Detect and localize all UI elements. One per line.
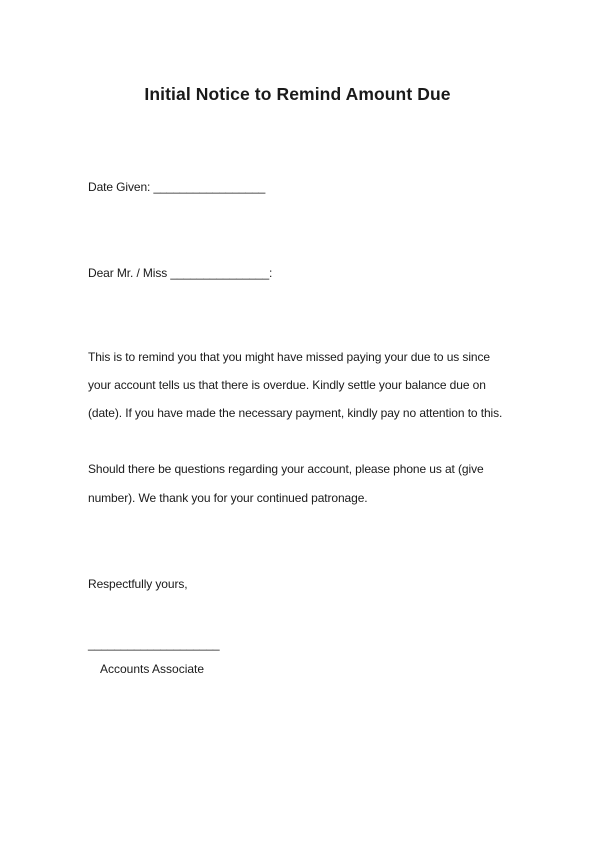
paragraph-1-line-2: your account tells us that there is overdue. Kindly settle your balance due on bbox=[88, 378, 486, 392]
signature-line: ____________________ bbox=[88, 637, 220, 651]
salutation-line: Dear Mr. / Miss _______________: bbox=[88, 266, 273, 280]
paragraph-2-line-1: Should there be questions regarding your account, please phone us at (give bbox=[88, 462, 484, 476]
paragraph-1-line-3: (date). If you have made the necessary payment, kindly pay no attention to this. bbox=[88, 406, 503, 420]
closing-line: Respectfully yours, bbox=[88, 577, 188, 591]
date-given-line: Date Given: _________________ bbox=[88, 180, 266, 194]
signer-role: Accounts Associate bbox=[100, 662, 205, 676]
paragraph-2-line-2: number). We thank you for your continued patronage. bbox=[88, 491, 368, 505]
paragraph-1-line-1: This is to remind you that you might have missed paying your due to us since bbox=[88, 350, 490, 364]
document-title: Initial Notice to Remind Amount Due bbox=[144, 84, 451, 104]
